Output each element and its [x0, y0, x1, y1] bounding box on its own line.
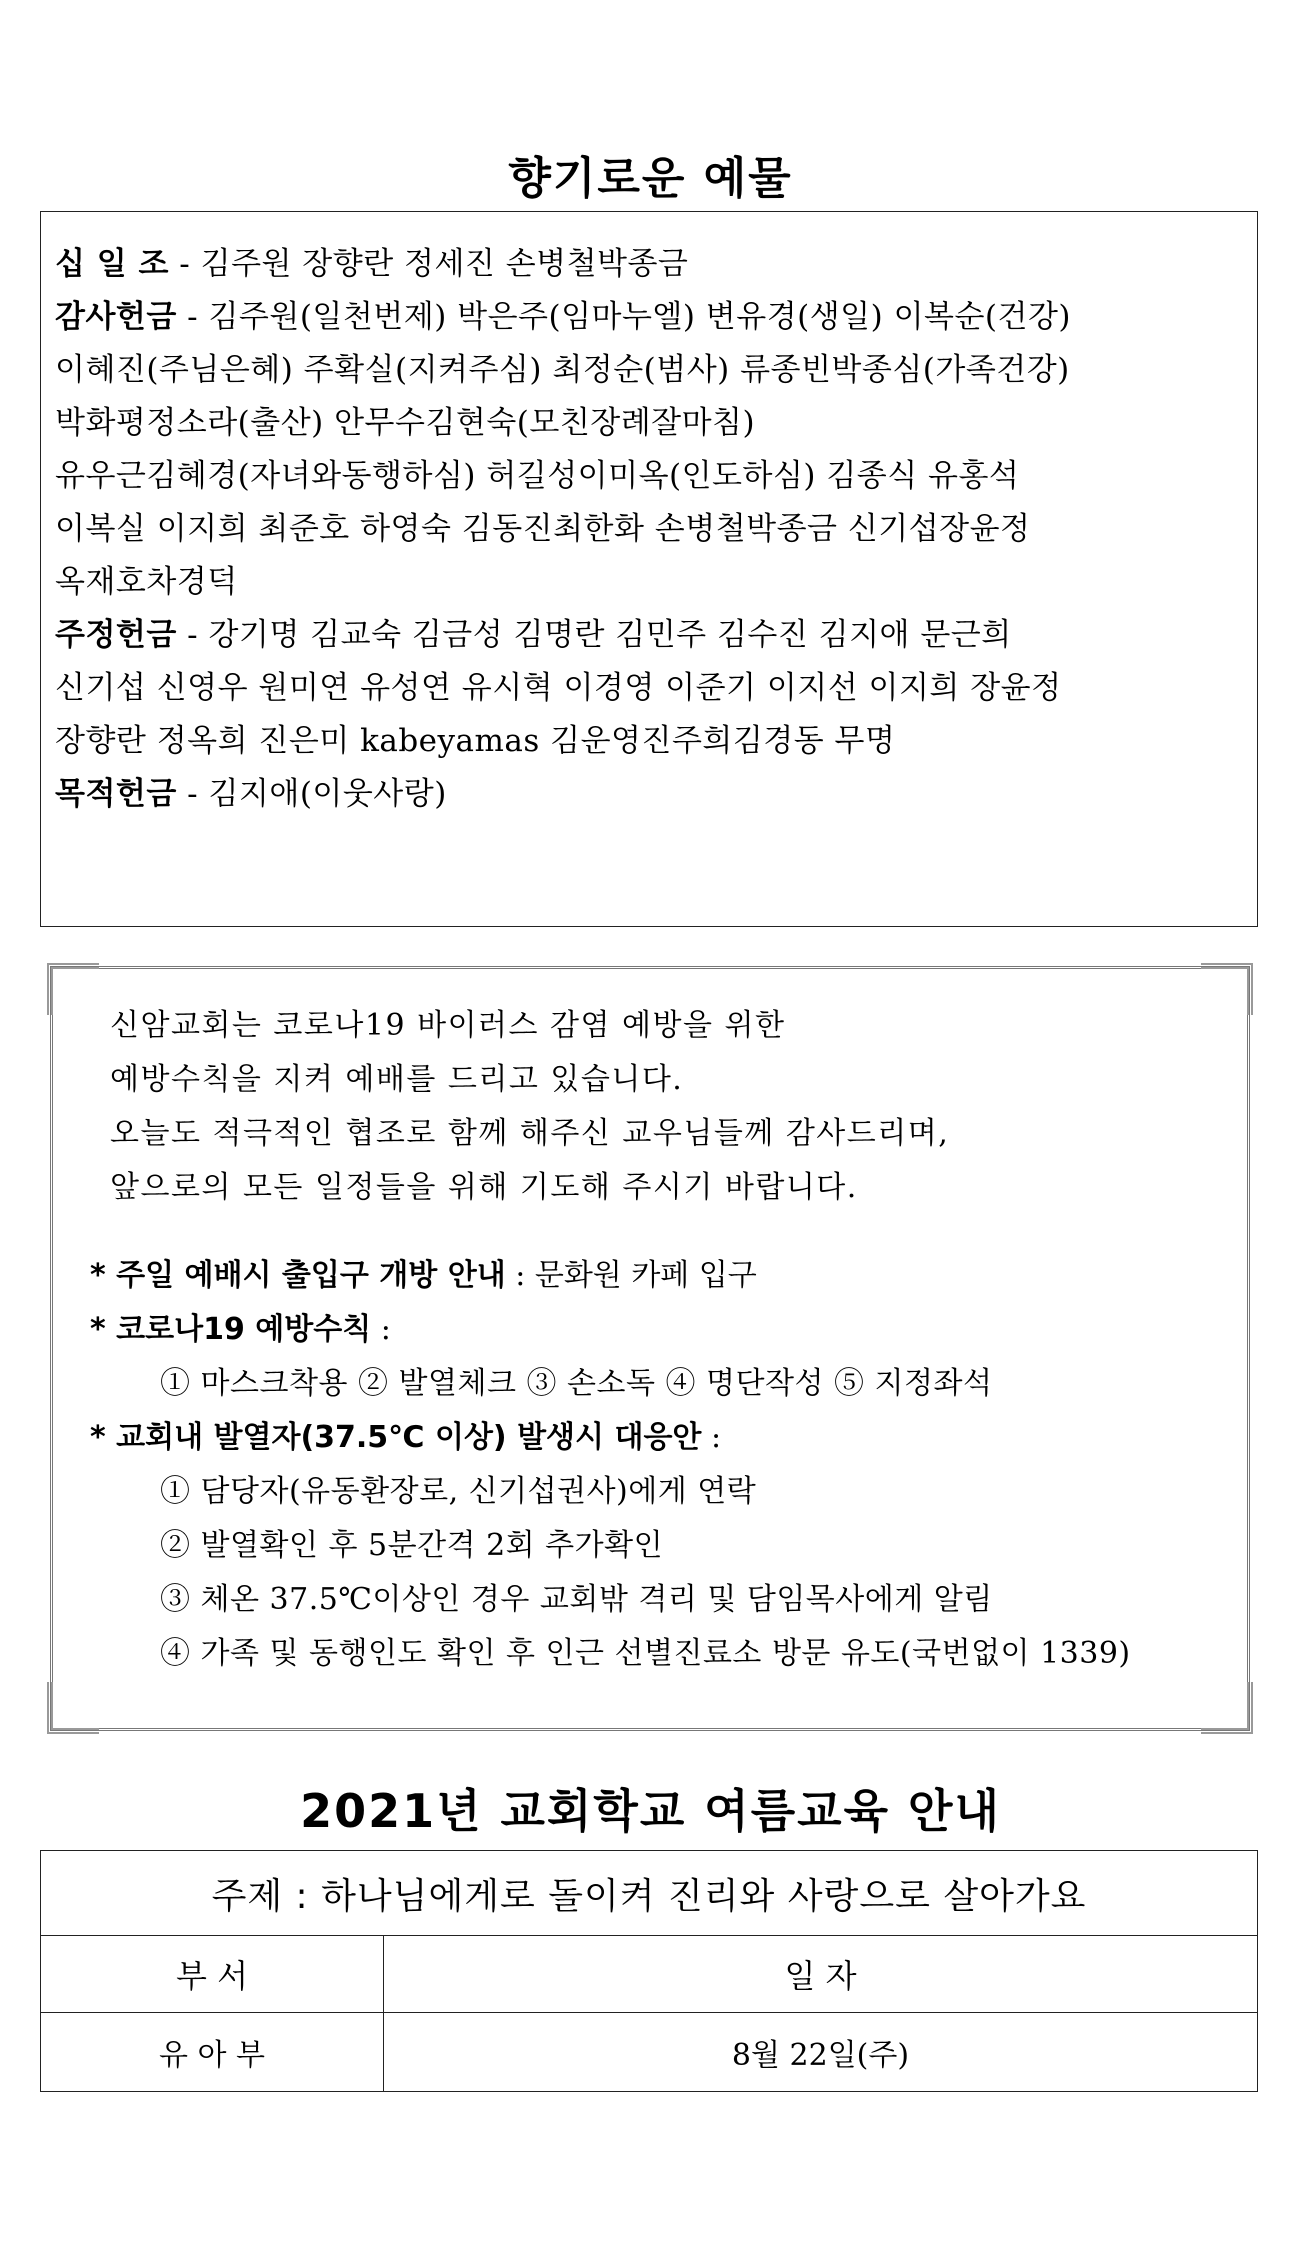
fever-step: ④ 가족 및 동행인도 확인 후 인근 선별진료소 방문 유도(국번없이 1339)	[160, 1636, 1131, 1671]
rules-list: ① 마스크착용 ② 발열체크 ③ 손소독 ④ 명단작성 ⑤ 지정좌석	[160, 1366, 993, 1401]
offering-title: 향기로운 예물	[508, 153, 793, 204]
dept-cell: 유 아 부	[41, 2013, 384, 2092]
fever-step: ③ 체온 37.5℃이상인 경우 교회밖 격리 및 담임목사에게 알림	[160, 1582, 993, 1617]
rules-colon: :	[371, 1312, 391, 1347]
fever-step: ① 담당자(유동환장로, 신기섭권사)에게 연락	[160, 1474, 757, 1509]
summer-education-title: 2021년 교회학교 여름교육 안내	[300, 1784, 1001, 1838]
offering-label: 십 일 조	[55, 246, 169, 282]
offering-line	[55, 503, 1243, 556]
fever-step: ② 발열확인 후 5분간격 2회 추가확인	[160, 1528, 664, 1563]
offering-line	[55, 397, 1243, 450]
fever-colon: :	[701, 1420, 722, 1455]
table-row	[41, 1851, 1258, 1936]
ornament-corner	[47, 1682, 99, 1734]
offering-line	[55, 238, 1243, 291]
entrance-text: : 문화원 카페 입구	[505, 1258, 757, 1293]
offering-names: 장향란 정옥희 진은미 kabeyamas 김운영진주희김경동 무명	[55, 723, 896, 759]
ornament-corner	[47, 963, 99, 1015]
offering-names: 박화평정소라(출산) 안무수김현숙(모친장례잘마침)	[55, 405, 756, 441]
fever-label: * 교회내 발열자(37.5℃ 이상) 발생시 대응안	[90, 1420, 702, 1455]
theme-cell: 주제 : 하나님에게로 돌이켜 진리와 사랑으로 살아가요	[41, 1851, 1258, 1936]
ornament-corner	[1201, 963, 1253, 1015]
notice-intro-line: 예방수칙을 지켜 예배를 드리고 있습니다.	[110, 1062, 684, 1097]
covid-notice-box	[50, 966, 1250, 1731]
offering-names: 신기섭 신영우 원미연 유성연 유시혁 이경영 이준기 이지선 이지희 장윤정	[55, 670, 1062, 706]
offering-names: 이복실 이지희 최준호 하영숙 김동진최한화 손병철박종금 신기섭장윤정	[55, 511, 1031, 547]
fever-notice	[90, 1411, 1131, 1465]
notice-intro-line: 신암교회는 코로나19 바이러스 감염 예방을 위한	[110, 1008, 786, 1043]
entrance-label: * 주일 예배시 출입구 개방 안내	[90, 1258, 506, 1293]
offering-line	[55, 344, 1243, 397]
date-header: 일 자	[384, 1936, 1258, 2013]
rules-notice	[90, 1303, 1131, 1357]
notice-intro-line: 앞으로의 모든 일정들을 위해 기도해 주시기 바랍니다.	[110, 1170, 858, 1205]
summer-education-table	[40, 1850, 1258, 2092]
offering-box	[40, 211, 1258, 927]
offering-label: 주정헌금	[55, 617, 177, 653]
offering-names: - 김지애(이웃사랑)	[176, 776, 447, 812]
table-row	[41, 2013, 1258, 2092]
offering-line	[55, 556, 1243, 609]
rules-label: * 코로나19 예방수칙	[90, 1312, 372, 1347]
offering-line	[55, 768, 1243, 821]
offering-line	[55, 609, 1243, 662]
notice-intro-line: 오늘도 적극적인 협조로 함께 해주신 교우님들께 감사드리며,	[110, 1116, 950, 1151]
ornament-corner	[1201, 1682, 1253, 1734]
offering-names: - 김주원(일천번제) 박은주(임마누엘) 변유경(생일) 이복순(건강)	[176, 299, 1071, 335]
dept-header: 부 서	[41, 1936, 384, 2013]
offering-names: - 김주원 장향란 정세진 손병철박종금	[168, 246, 689, 282]
offering-names: - 강기명 김교숙 김금성 김명란 김민주 김수진 김지애 문근희	[176, 617, 1012, 653]
date-cell: 8월 22일(주)	[384, 2013, 1258, 2092]
offering-names: 유우근김혜경(자녀와동행하심) 허길성이미옥(인도하심) 김종식 유홍석	[55, 458, 1020, 494]
entrance-notice	[90, 1249, 1131, 1303]
offering-line	[55, 291, 1243, 344]
notice-content	[90, 999, 1131, 1681]
offering-label: 감사헌금	[55, 299, 177, 335]
offering-names: 옥재호차경덕	[55, 564, 238, 600]
offering-names: 이혜진(주님은혜) 주확실(지켜주심) 최정순(범사) 류종빈박종심(가족건강)	[55, 352, 1070, 388]
table-row	[41, 1936, 1258, 2013]
offering-label: 목적헌금	[55, 776, 177, 812]
offering-line	[55, 715, 1243, 768]
offering-line	[55, 662, 1243, 715]
offering-line	[55, 450, 1243, 503]
